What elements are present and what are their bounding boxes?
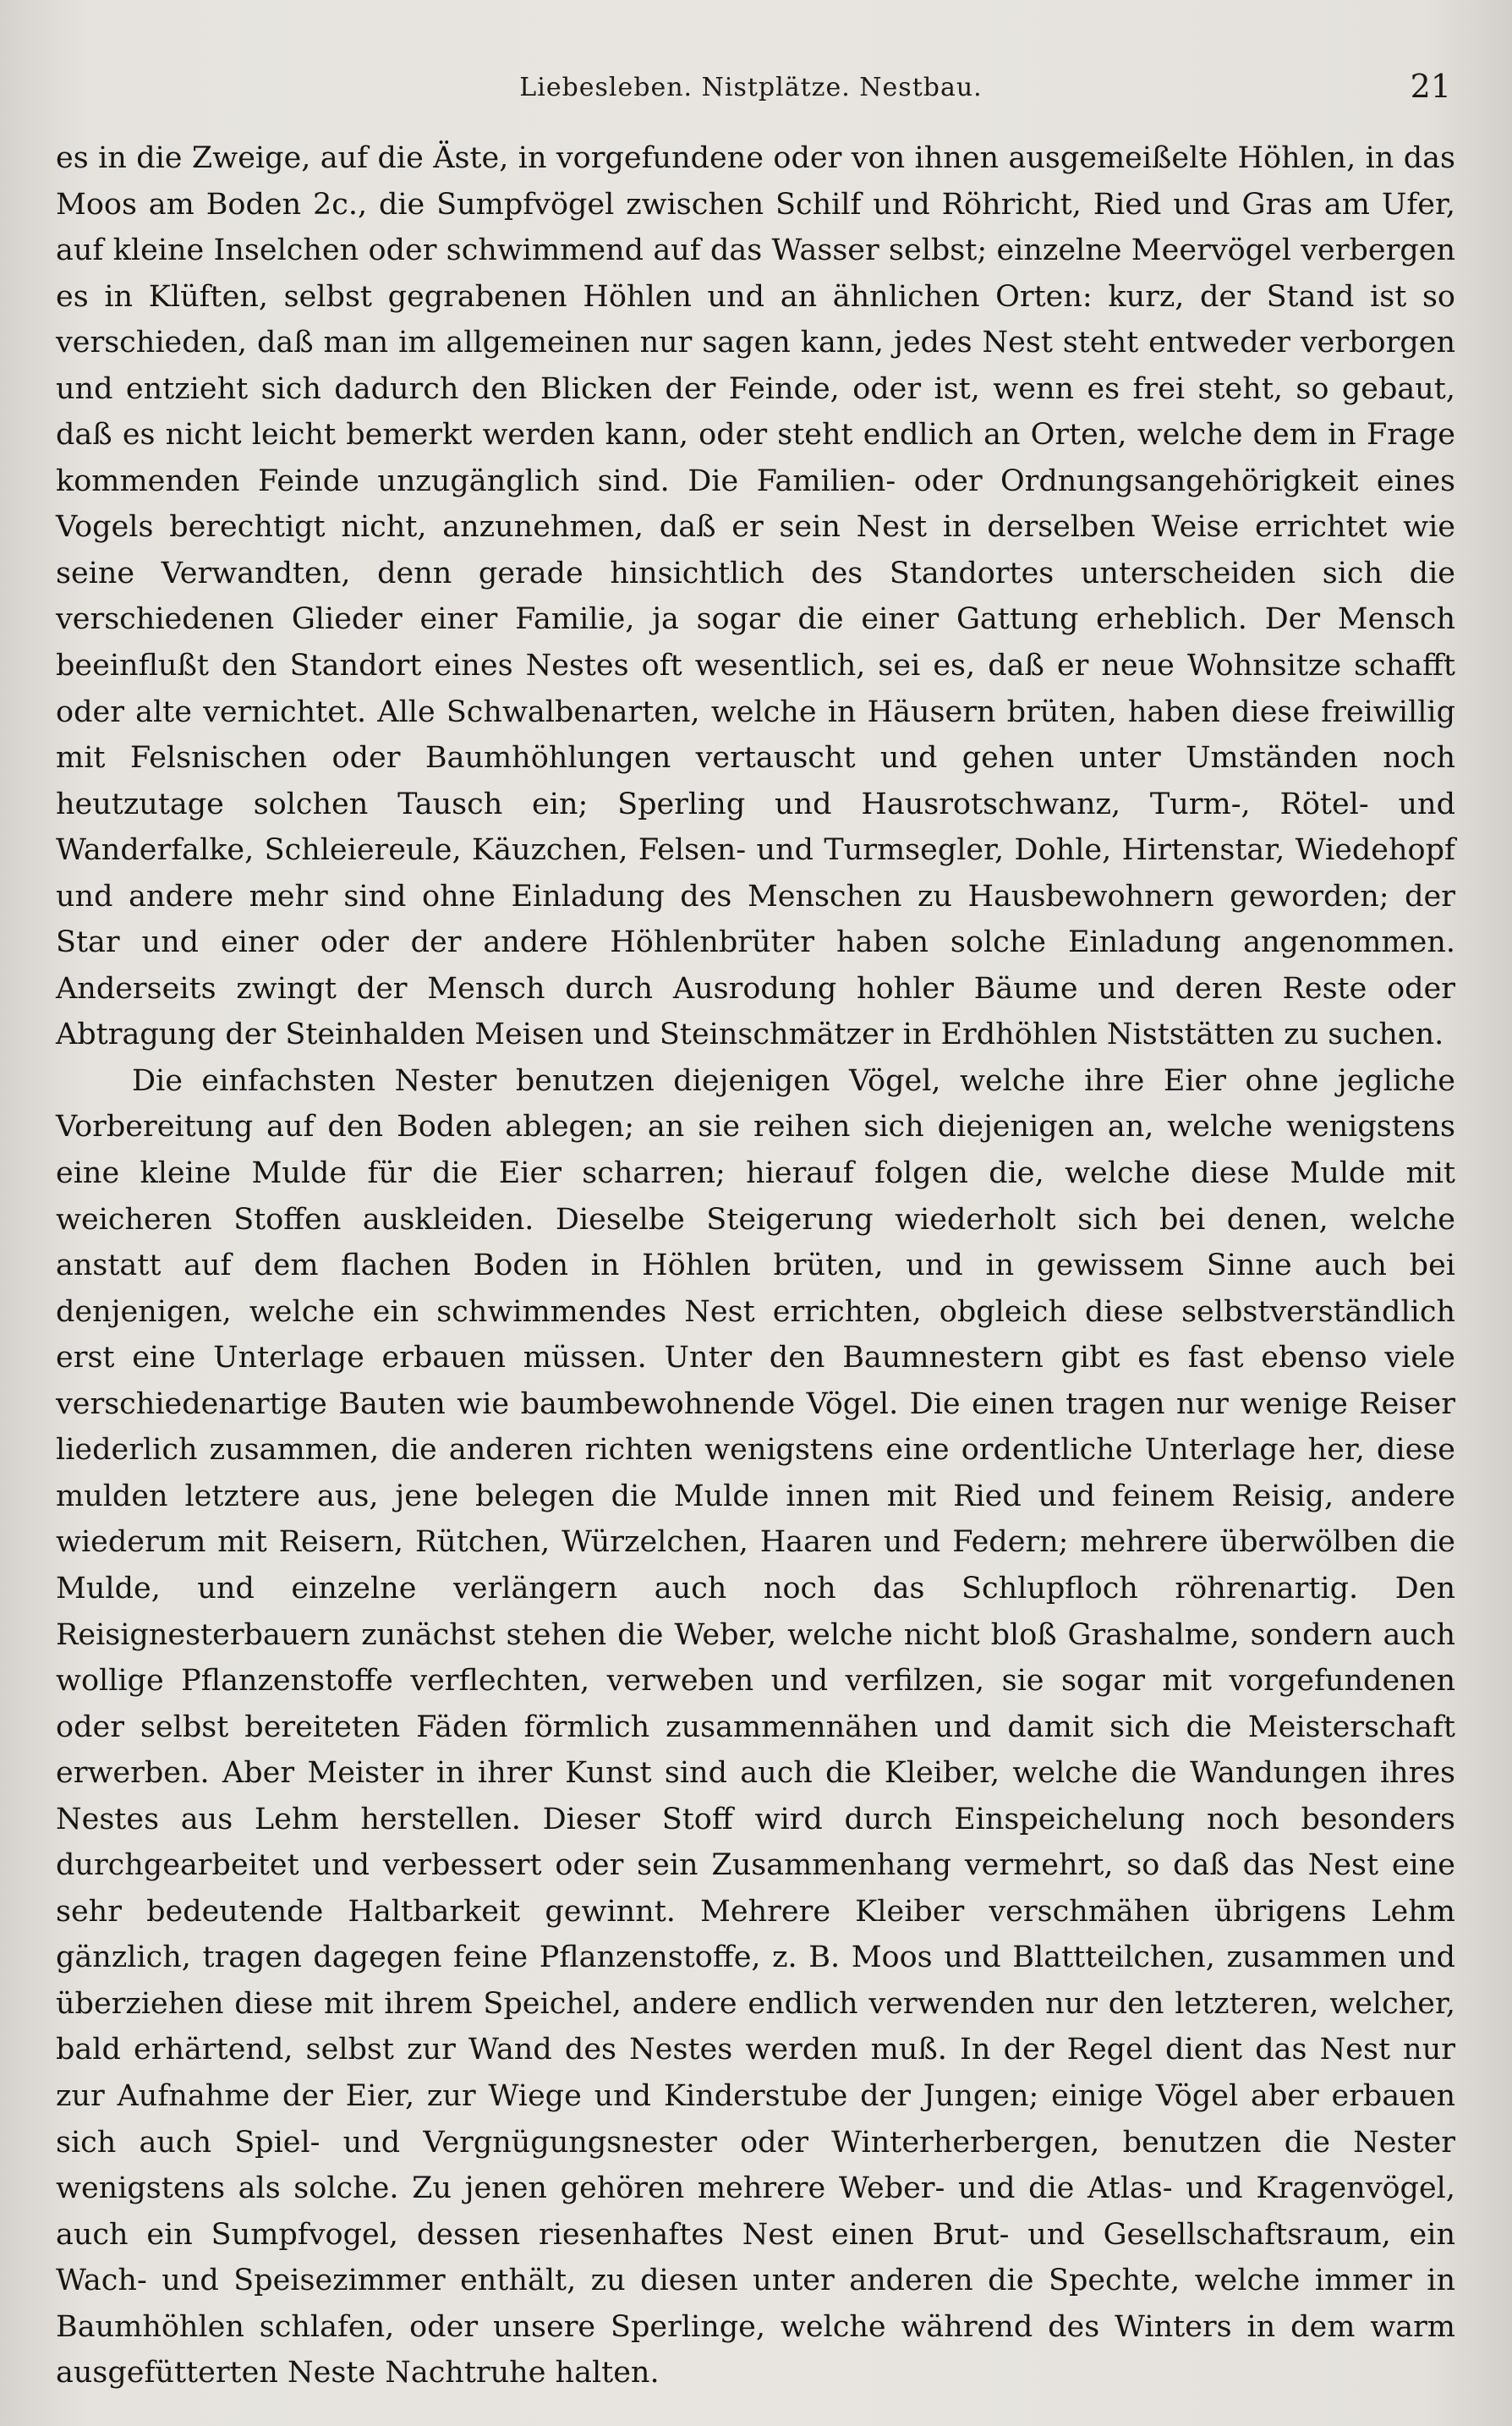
page-header [51, 64, 1451, 115]
paragraph-nest-building: Die einfachsten Nester benutzen diejenigen Vögel, welche ihre Eier ohne jegliche Vorbereitung auf den Boden ablegen; an sie reihen sich diejenigen an, welche wenigstens eine kleine Mulde für die Eier scharren; hierauf folgen die, welche diese Mulde mit weicheren Stoffen auskleiden. Dieselbe Steigerung wiederholt sich bei denen, welche anstatt auf dem flachen Boden in Höhlen brüten, und in gewissem Sinne auch bei denjenigen, welche ein schwimmendes Nest errichten, obgleich diese selbstverständlich erst eine Unterlage erbauen müssen. Unter den Baumnestern gibt es fast ebenso viele verschiedenartige Bauten wie baumbewohnende Vögel. Die einen tragen nur wenige Reiser liederlich zusammen, die anderen richten wenigstens eine ordentliche Unterlage her, diese mulden letztere aus, jene belegen die Mulde innen mit Ried und feinem Reisig, andere wiederum mit Reisern, Rütchen, Würzelchen, Haaren und Federn; mehrere überwölben die Mulde, und einzelne verlängern auch noch das Schlupfloch röhrenartig. Den Reisignesterbauern zunächst stehen die Weber, welche nicht bloß Grashalme, sondern auch wollige Pflanzenstoffe verflechten, verweben und verfilzen, sie sogar mit vorgefundenen oder selbst bereiteten Fäden förmlich zusammennähen und damit sich die Meisterschaft erwerben. Aber Meister in ihrer Kunst sind auch die Kleiber, welche die Wandungen ihres Nestes aus Lehm herstellen. Dieser Stoff wird durch Einspeichelung noch besonders durchgearbeitet und verbessert oder sein Zusammenhang vermehrt, so daß das Nest eine sehr bedeutende Haltbarkeit gewinnt. Mehrere Kleiber verschmähen übrigens Lehm gänzlich, tragen dagegen feine Pflanzenstoffe, z. B. Moos und Blattteilchen, zusammen und überziehen diese mit ihrem Speichel, andere endlich verwenden nur den letzteren, welcher, bald erhärtend, selbst zur Wand des Nestes werden muß. In der Regel dient das Nest nur zur Aufnahme der Eier, zur Wiege und Kinderstube der Jungen; einige Vögel aber erbauen sich auch Spiel- und Vergnügungsnester oder Winterherbergen, benutzen die Nester wenigstens als solche. Zu jenen gehören mehrere Weber- und die Atlas- und Kragenvögel, auch ein Sumpfvogel, dessen riesenhaftes Nest einen Brut- und Gesellschaftsraum, ein Wach- und Speisezimmer enthält, zu diesen unter anderen die Spechte, welche immer in Baumhöhlen schlafen, oder unsere Sperlinge, welche während des Winters in dem warm ausgefütterten Neste Nachtruhe halten. [56, 1063, 1455, 2390]
paragraph-continuation: es in die Zweige, auf die Äste, in vorgefundene oder von ihnen ausgemeißelte Höhlen, in das Moos am Boden 2c., die Sumpfvögel zwischen Schilf und Röhricht, Ried und Gras am Ufer, auf kleine Inselchen oder schwimmend auf das Wasser selbst; einzelne Meervögel verbergen es in Klüften, selbst gegrabenen Höhlen und an ähnlichen Orten: kurz, der Stand ist so verschieden, daß man im allgemeinen nur sagen kann, jedes Nest steht entweder verborgen und entzieht sich dadurch den Blicken der Feinde, oder ist, wenn es frei steht, so gebaut, daß es nicht leicht bemerkt werden kann, oder steht endlich an Orten, welche dem in Frage kommenden Feinde unzugänglich sind. Die Familien- oder Ordnungsangehörigkeit eines Vogels berechtigt nicht, anzunehmen, daß er sein Nest in derselben Weise errichtet wie seine Verwandten, denn gerade hinsichtlich des Standortes unterscheiden sich die verschiedenen Glieder einer Familie, ja sogar die einer Gattung erheblich. Der Mensch beeinflußt den Standort eines Nestes oft wesentlich, sei es, daß er neue Wohnsitze schafft oder alte vernichtet. Alle Schwalbenarten, welche in Häusern brüten, haben diese freiwillig mit Felsnischen oder Baumhöhlungen vertauscht und gehen unter Umständen noch heutzutage solchen Tausch ein; Sperling und Hausrotschwanz, Turm-, Rötel- und Wanderfalke, Schleiereule, Käuzchen, Felsen- und Turmsegler, Dohle, Hirtenstar, Wiedehopf und andere mehr sind ohne Einladung des Menschen zu Hausbewohnern geworden; der Star und einer oder der andere Höhlenbrüter haben solche Einladung angenommen. Anderseits zwingt der Mensch durch Ausrodung hohler Bäume und deren Reste oder Abtragung der Steinhalden Meisen und Steinschmätzer in Erdhöhlen Niststätten zu suchen. [56, 141, 1455, 1052]
page-number: 21 [1410, 68, 1451, 105]
running-title: Liebesleben. Nistplätze. Nestbau. [519, 73, 983, 102]
body-text [56, 135, 1455, 2396]
